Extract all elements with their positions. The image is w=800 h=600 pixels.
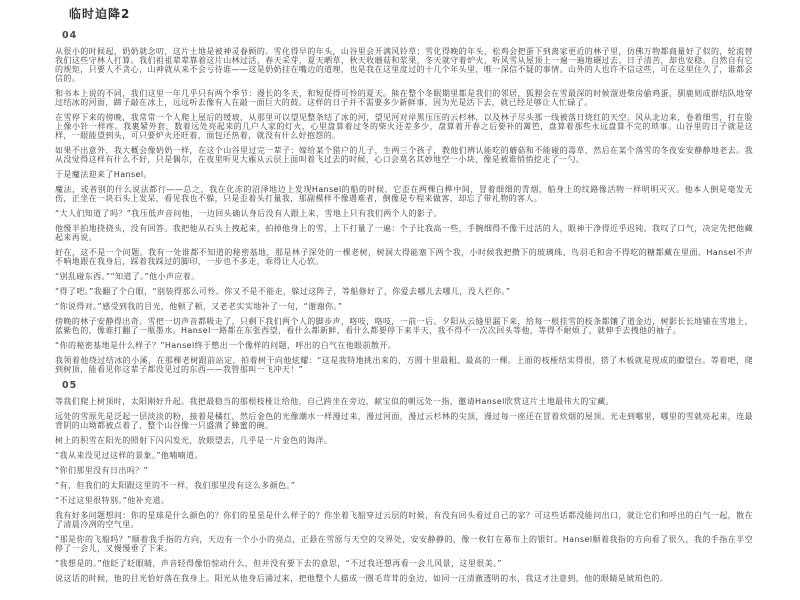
paragraph: 树上的积雪在阳光的照射下闪闪发光，放眼望去，几乎是一片金色的海洋。 — [55, 436, 333, 445]
paragraph: “你的秘密基地是什么样子？”Hansel终于憋出一个像样的问题，呼出的白气在他眼前散开。 — [55, 341, 397, 350]
paragraph: 和书本上说的不同，我们这里一年几乎只有两个季节：漫长的冬天，和短促得可怜的夏天。熊在整个冬眠期里都是我们的邻居，狐狸会在雪最深的时候溜进柴房偷鸡蛋，驯鹿则成群结队地穿过结冰的河面，蹄子敲在冰上，远远听去像有人在敲一面巨大的鼓。这样的日子并不需要多少新鲜事，因为光是活下去，就已经足够让人忙碌了。 — [55, 89, 753, 107]
paragraph: 在雪停下来的傍晚，我常常一个人爬上屋后的缓坡，从那里可以望见整条结了冰的河，望见河对岸黑压压的云杉林，以及林子尽头那一线被落日烧红的天空。风从北边来，卷着细雪，打在脸上像小针一样疼。我裹紧外套，数着远处亮起来的几户人家的灯火，心里盘算着过冬的柴火还差多少，盘算着开春之后要补的篱笆，盘算着那些永远盘算不完的琐事。山谷里的日子就是这样，一眼能望到头，可只要炉火还旺着，面包还热着，就没有什么好抱怨的。 — [55, 113, 753, 140]
paragraph: “有，但我们的太阳跟这里的不一样，我们那里没有这么多颜色。” — [55, 481, 296, 490]
paragraph: 如果不出意外，我大概会像奶奶一样，在这个山谷里过完一辈子：嫁给某个猎户的儿子，生两三个孩子，教他们辨认能吃的蘑菇和不能碰的毒草，然后在某个落雪的冬夜安安静静地老去。我从没觉得这样有什么不好，只是偶尔，在夜里听见大雁从云层上面叫着飞过去的时候，心口会莫名其妙地空一小块，像是被谁悄悄挖走了一勺。 — [55, 146, 753, 164]
paragraph: 我有好多问题想问：你的星球是什么颜色的？你们的星星是什么样子的？你坐着飞船穿过云层的时候，有没有回头看过自己的家？可这些话都没能问出口，就让它们和呼出的白气一起，散在了清晨冷冽的空气里。 — [55, 511, 753, 529]
paragraph: 他慢半拍地挠挠头，没有回答。我把他从石头上拽起来，拍掉他身上的雪，上下打量了一遍：个子比我高一些，手腕细得不像干过活的人，眼神干净得近乎迟钝。我叹了口气，决定先把他藏起来再说。 — [55, 224, 753, 242]
section-number: 04 — [62, 30, 78, 41]
paragraph: 我领着他绕过结冰的小溪，在那棵老树跟前站定，拍着树干向他炫耀：“这是我特地挑出来的，方圆十里最粗、最高的一棵。上面的枝桠结实得很，搭了木板就是现成的瞭望台。等着吧，爬到树顶，能看见你这辈子都没见过的东西——我管那叫一飞冲天！” — [55, 356, 753, 374]
paragraph: “我从来没见过这样的景象。”他喃喃道。 — [55, 451, 203, 460]
paragraph: 傍晚的林子安静得出奇。雪把一切声音都吸走了，只剩下我们两个人的脚步声，咯吱，咯吱，一前一后。夕阳从云缝里漏下来，给每一根挂雪的枝条都镶了道金边，树影长长地铺在雪地上，蓝紫色的，像谁打翻了一瓶墨水。Hansel一路都在东张西望，看什么都新鲜，看什么都要停下来半天，我不得不一次次回头等他，等得不耐烦了，就伸手去拽他的袖子。 — [55, 317, 753, 335]
paragraph: 说这话的时候，他的目光恰好落在我身上。阳光从他身后涌过来，把他整个人描成一圈毛茸茸的金边，如同一汪清澈透明的水，我这才注意到，他的眼睛是琥珀色的。 — [55, 574, 669, 583]
paragraph: “大人们知道了吗？”我压低声音问他，一边回头确认身后没有人跟上来，雪地上只有我们两个人的影子。 — [55, 209, 443, 218]
paragraph: “我想是的。”他眨了眨眼睛，声音轻得像怕惊动什么，但并没有要下去的意思，“不过我还想再看一会儿风景，这里很美。” — [55, 559, 502, 568]
reader-page[interactable] — [55, 5, 753, 589]
paragraph: “那是你的飞船吗？”顺着我手指的方向，天边有一个小小的亮点，正悬在雪原与天空的交界处，安安静静的，像一枚钉在幕布上的银钉。Hansel顺着我指的方向看了很久，我的手指在半空停了一会儿，又慢慢垂了下来。 — [55, 535, 753, 553]
paragraph: 魔法，或者别的什么说法都行——总之，我在化冻的沼泽地边上发现Hansel的船的时候，它歪在两棵白桦中间，冒着细细的青烟，船身上的纹路像活物一样明明灭灭。他本人倒是毫发无伤，正坐在一块石头上发呆，看见我也不躲，只是歪着头打量我，那副模样不像遇难者，倒像是专程来做客、却忘了带礼物的客人。 — [55, 185, 753, 203]
paragraph: “你们那里没有日出吗？” — [55, 466, 149, 475]
paragraph: “你说得对。”感受到我的目光，他顿了顿，又老老实实地补了一句，“谢谢你。” — [55, 302, 343, 311]
paragraph: “别乱碰东西。”“知道了。”他小声应着。 — [55, 272, 200, 281]
paragraph: 远处的雪原先是泛起一层淡淡的粉，接着是橘红，然后金色的光像潮水一样漫过来，漫过河面，漫过云杉林的尖顶，漫过每一座还在冒着炊烟的屋顶。光走到哪里，哪里的雪就亮起来，连最背阴的山坳都被点着了，整个山谷像一只盛满了蜂蜜的碗。 — [55, 412, 753, 430]
paragraph: “不过这里很特别。”他补充道。 — [55, 496, 170, 505]
chapter-title: 临时迫降2 — [69, 7, 131, 21]
paragraph: 好在，这不是一个问题。我有一处谁都不知道的秘密基地，那是林子深处的一棵老树，树洞大得能塞下两个我，小时候我把攒下的玻璃珠、鸟羽毛和舍不得吃的糖都藏在里面。Hansel不声不响地跟在我身后，踩着我踩过的脚印，一步也不多走，乖得让人心软。 — [55, 248, 753, 266]
section-number: 05 — [62, 380, 78, 391]
paragraph: 等我们爬上树顶时，太阳刚好升起。我把最稳当的那根枝桠让给他，自己跨坐在旁边，献宝似的朝远处一指，邀请Hansel欣赏这片土地最伟大的宝藏。 — [55, 397, 614, 406]
paragraph: 从很小的时候起，奶奶就念叨，这片土地是被神灵眷顾的。雪化得早的年头，山谷里会开满风铃草；雪化得晚的年头，松鸡会把蛋下到离家更近的林子里，仿佛万物都商量好了似的，轮流替我们这些守林人打算。我们祖祖辈辈靠着这片山林过活，春天采芽，夏天晒草，秋天收蘑菇和浆果，冬天就守着炉火，听风雪从屋顶上一遍一遍地碾过去。日子清苦，却也安稳。自然自有它的规矩，只要人不贪心，山神就从来不会亏待谁——这是奶奶挂在嘴边的道理，也是我在这里度过的十几个年头里，唯一深信不疑的事情。山外的人也许不信这些，可在这里住久了，谁都会信的。 — [55, 47, 753, 83]
paragraph: “得了吧。”我翻了个白眼，“别装得那么可怜。你又不是不能走，躲过这阵子，等船修好了，你爱去哪儿去哪儿，没人拦你。” — [55, 287, 511, 296]
paragraph: 于是魔法迎来了Hansel。 — [55, 170, 152, 179]
